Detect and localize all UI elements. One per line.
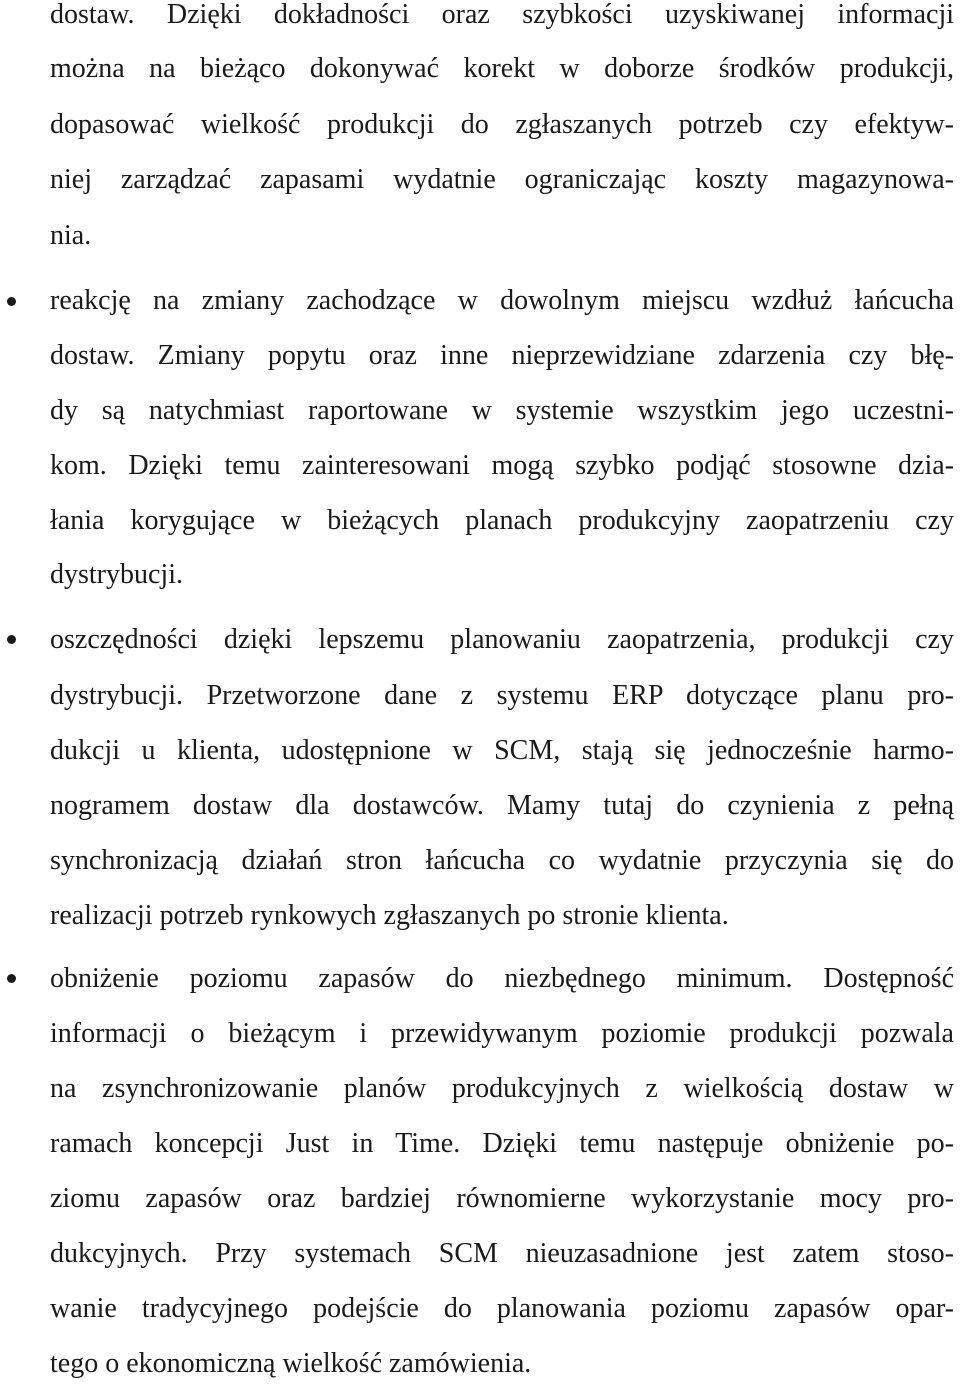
text-line: nia. — [50, 220, 92, 251]
text-line: reakcję na zmiany zachodzące w dowolnym miejscu wzdłuż łańcucha — [50, 285, 954, 316]
text-line: dostaw. Dzięki dokładności oraz szybkości uzyskiwanej informacji — [50, 0, 954, 30]
text-line: na zsynchronizowanie planów produkcyjnych z wielkością dostaw w — [50, 1073, 954, 1104]
text-line: dy są natychmiast raportowane w systemie wszystkim jego uczestni- — [50, 395, 954, 426]
text-line: można na bieżąco dokonywać korekt w doborze środków produkcji, — [50, 53, 954, 84]
text-line: dukcyjnych. Przy systemach SCM nieuzasadnione jest zatem stoso- — [50, 1238, 954, 1269]
text-line: dystrybucji. Przetworzone dane z systemu ERP dotyczące planu pro- — [50, 680, 954, 711]
text-line: łania korygujące w bieżących planach produkcyjny zaopatrzeniu czy — [50, 505, 954, 536]
text-line: informacji o bieżącym i przewidywanym poziomie produkcji pozwala — [50, 1018, 954, 1049]
bullet-icon — [7, 974, 16, 983]
text-line: dostaw. Zmiany popytu oraz inne nieprzewidziane zdarzenia czy błę- — [50, 340, 954, 371]
text-line: tego o ekonomiczną wielkość zamówienia. — [50, 1348, 532, 1379]
bullet-icon — [7, 297, 16, 306]
text-line: realizacji potrzeb rynkowych zgłaszanych po stronie klienta. — [50, 900, 729, 931]
text-line: dystrybucji. — [50, 559, 183, 590]
text-line: niej zarządzać zapasami wydatnie ograniczając koszty magazynowa- — [50, 164, 954, 195]
bullet-icon — [7, 635, 16, 644]
text-line: dopasować wielkość produkcji do zgłaszanych potrzeb czy efektyw- — [50, 109, 954, 140]
text-line: wanie tradycyjnego podejście do planowania poziomu zapasów opar- — [50, 1293, 954, 1324]
text-line: ziomu zapasów oraz bardziej równomierne wykorzystanie mocy pro- — [50, 1183, 954, 1214]
text-line: oszczędności dzięki lepszemu planowaniu zaopatrzenia, produkcji czy — [50, 624, 954, 655]
text-line: ramach koncepcji Just in Time. Dzięki temu następuje obniżenie po- — [50, 1128, 954, 1159]
text-line: synchronizacją działań stron łańcucha co wydatnie przyczynia się do — [50, 845, 954, 876]
text-line: dukcji u klienta, udostępnione w SCM, stają się jednocześnie harmo- — [50, 735, 954, 766]
text-line: nogramem dostaw dla dostawców. Mamy tutaj do czynienia z pełną — [50, 790, 954, 821]
text-line: obniżenie poziomu zapasów do niezbędnego minimum. Dostępność — [50, 963, 954, 994]
text-line: kom. Dzięki temu zainteresowani mogą szybko podjąć stosowne dzia- — [50, 450, 954, 481]
